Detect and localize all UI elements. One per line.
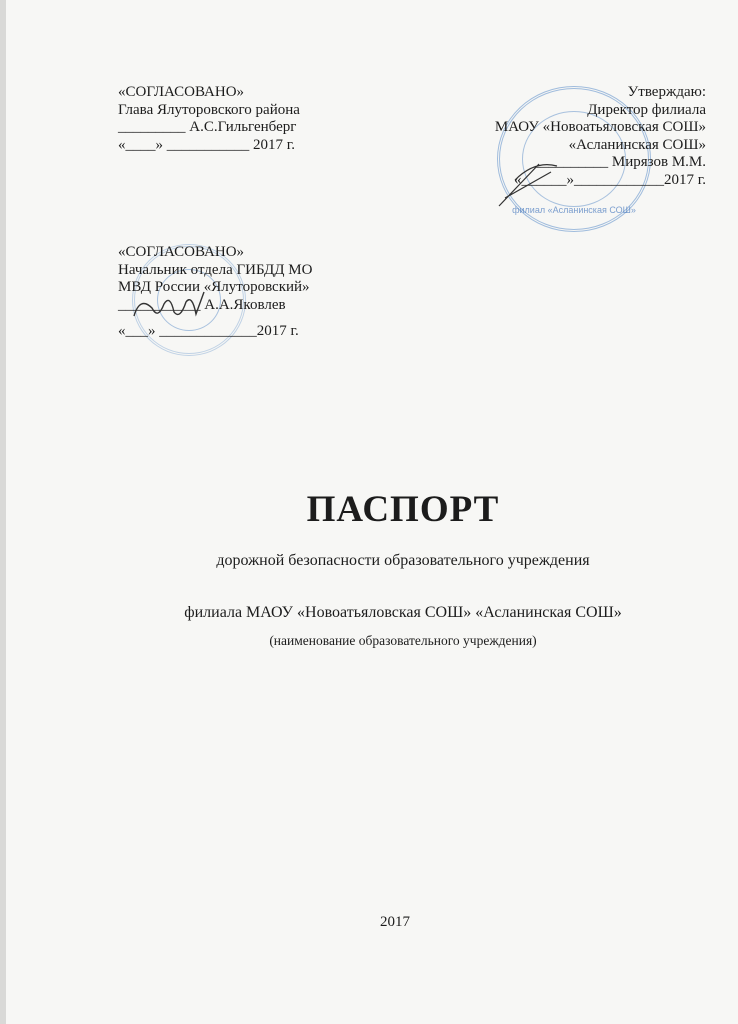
document-subtitle: дорожной безопасности образовательного учреждения bbox=[216, 552, 590, 569]
approval-position: МВД России «Ялуторовский» bbox=[118, 279, 310, 295]
stamp-text: филиал «Асланинская СОШ» bbox=[512, 205, 636, 215]
approval-block-district-head bbox=[118, 84, 300, 154]
signature-line: __________ Мирязов М.М. bbox=[533, 154, 706, 170]
approval-position: Начальник отдела ГИБДД МО bbox=[118, 261, 313, 278]
approval-position: Директор филиала bbox=[587, 101, 706, 118]
approval-position: «Асланинская СОШ» bbox=[568, 136, 706, 153]
approval-position: Глава Ялуторовского района bbox=[118, 101, 300, 118]
date-line: «______»____________2017 г. bbox=[514, 171, 706, 188]
approval-heading: «СОГЛАСОВАНО» bbox=[118, 84, 245, 100]
signature-line: ___________ А.А.Яковлев bbox=[118, 296, 286, 313]
institution-name: филиала МАОУ «Новоатьяловская СОШ» «Асланинская СОШ» bbox=[184, 604, 622, 621]
document-title: ПАСПОРТ bbox=[306, 489, 500, 530]
institution-caption: (наименование образовательного учреждения) bbox=[269, 633, 537, 648]
date-line: «___» _____________2017 г. bbox=[118, 323, 299, 339]
date-line: «____» ___________ 2017 г. bbox=[118, 136, 295, 153]
signature-line: _________ А.С.Гильгенберг bbox=[118, 119, 297, 135]
document-year: 2017 bbox=[380, 914, 410, 930]
approval-position: МАОУ «Новоатьяловская СОШ» bbox=[494, 119, 706, 135]
handwritten-signature-director bbox=[495, 150, 565, 210]
handwritten-signature-gibdd bbox=[130, 290, 210, 330]
approval-heading: «СОГЛАСОВАНО» bbox=[118, 244, 245, 260]
approval-heading: Утверждаю: bbox=[627, 84, 706, 100]
